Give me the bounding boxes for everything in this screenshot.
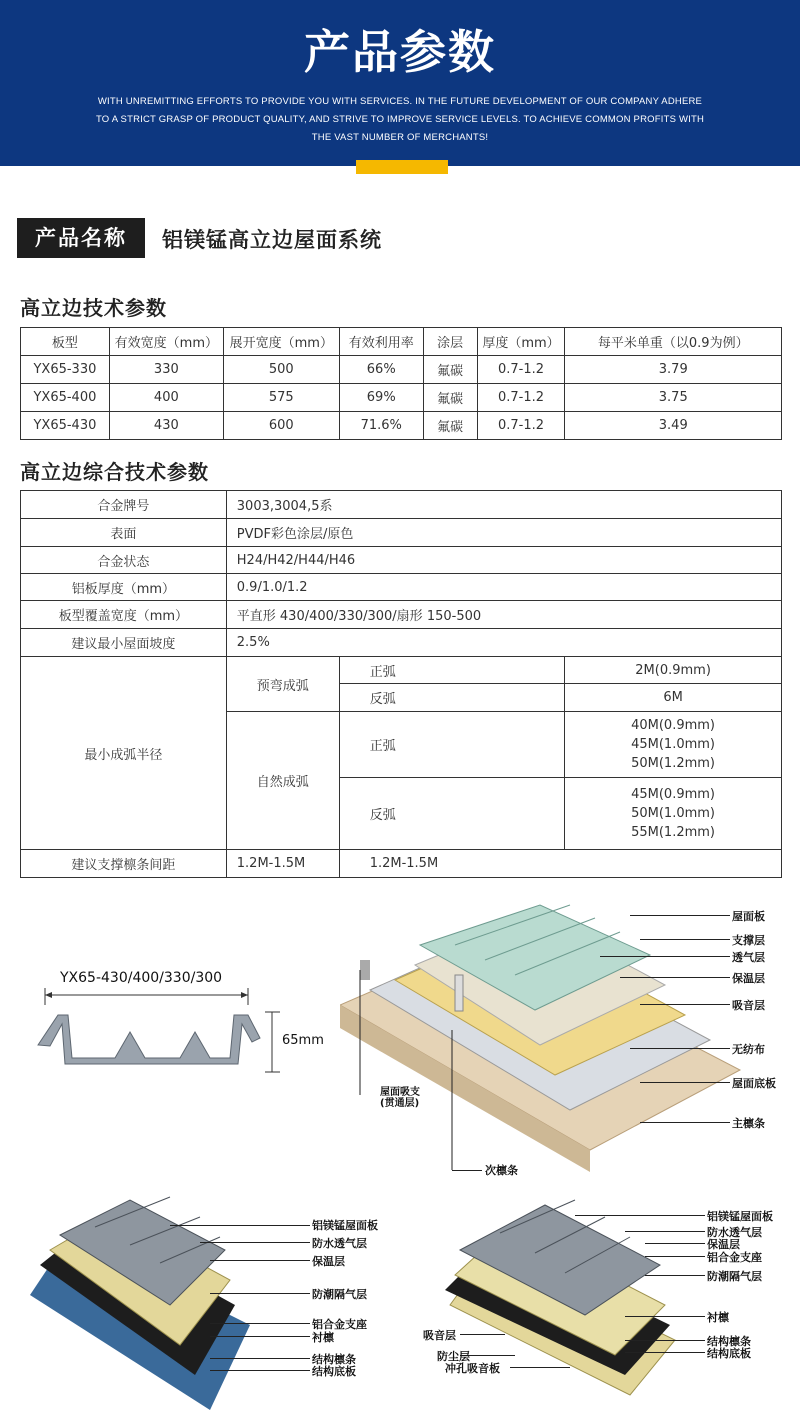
cell: 66% [339, 356, 423, 384]
table-row [21, 629, 782, 657]
combo-table-title: 高立边综合技术参数 [20, 460, 209, 484]
label-secondary-purlin: 次檩条 [485, 1164, 518, 1177]
cell: 氟碳 [423, 356, 477, 384]
label-alu-roof-panel: 铝镁锰屋面板 [312, 1219, 378, 1232]
table-row [21, 491, 782, 519]
cell: 600 [223, 412, 339, 440]
header-cell: 涂层 [423, 328, 477, 356]
label-breathable-layer: 透气层 [732, 951, 765, 964]
label-waterproof-layer: 防水透气层 [312, 1237, 367, 1250]
label-roof-support: 屋面吸支 [380, 1087, 420, 1098]
label-alu-support: 铝合金支座 [312, 1318, 367, 1331]
cell: 表面 [21, 519, 227, 547]
label-r-structural-purlin: 结构檩条 [707, 1335, 751, 1348]
tech-table-title: 高立边技术参数 [20, 296, 167, 320]
header-banner [0, 0, 800, 166]
cell: YX65-330 [21, 356, 110, 384]
banner-title: 产品参数 [304, 25, 496, 79]
cell: 0.7-1.2 [477, 412, 565, 440]
system-drawing [340, 900, 800, 1180]
label-bottom-plate: 屋面底板 [732, 1077, 776, 1090]
label-r-alu-support: 铝合金支座 [707, 1251, 762, 1264]
cell: 反弧 [339, 684, 564, 712]
label-roof-panel: 屋面板 [732, 910, 765, 923]
label-structural-base: 结构底板 [312, 1365, 356, 1378]
cell: 铝板厚度（mm） [21, 574, 227, 601]
label-r-structural-base: 结构底板 [707, 1347, 751, 1360]
table-row [21, 412, 782, 440]
cell: 2.5% [226, 629, 781, 657]
cell: 3003,3004,5系 [226, 491, 781, 519]
header-cell: 板型 [21, 328, 110, 356]
label-sub-purlin: 衬檩 [312, 1331, 334, 1344]
cell: 板型覆盖宽度（mm） [21, 601, 227, 629]
label-main-purlin: 主檩条 [732, 1117, 765, 1130]
label-r-vapor-barrier: 防潮隔气层 [707, 1270, 762, 1283]
banner-subtitle: WITH UNREMITTING EFFORTS TO PROVIDE YOU WITH SERVICES. IN THE FUTURE DEVELOPMENT OF OUR COMPANY ADHERE TO A STRICT GRASP OF PRODUCT QUALITY, AND STRIVE TO IMPROVE SERVICE LEVELS. TO ACHIEVE COMMON PROFITS WITH THE VAST NUMBER OF MERCHANTS! [95, 96, 705, 143]
cell: 6M [565, 684, 782, 712]
cell: 1.2M-1.5M [226, 850, 339, 878]
cell: 3.75 [565, 384, 782, 412]
label-r-dustproof: 防尘层 [437, 1350, 470, 1363]
cell: 0.7-1.2 [477, 384, 565, 412]
cell: 0.9/1.0/1.2 [226, 574, 781, 601]
cell: 正弧 [339, 712, 564, 778]
system-diagram [340, 900, 800, 1180]
cell: 建议最小屋面坡度 [21, 629, 227, 657]
left-buildup-diagram [20, 1195, 400, 1410]
label-insulation-layer: 保温层 [732, 972, 765, 985]
label-r-alu-roof-panel: 铝镁锰屋面板 [707, 1210, 773, 1223]
banner-accent-bar [356, 160, 448, 174]
header-cell: 有效利用率 [339, 328, 423, 356]
profile-model-label: YX65-430/400/330/300 [60, 970, 223, 986]
value-line: 45M(1.0mm) [631, 737, 715, 752]
right-buildup-diagram [415, 1195, 800, 1410]
header-cell: 展开宽度（mm） [223, 328, 339, 356]
profile-drawing [20, 960, 340, 1080]
label-insulation: 保温层 [312, 1255, 345, 1268]
header-cell: 厚度（mm） [477, 328, 565, 356]
cell: YX65-400 [21, 384, 110, 412]
cell: 自然成弧 [226, 712, 339, 850]
value-line: 45M(0.9mm) [631, 787, 715, 802]
table-header-row [21, 328, 782, 356]
table-row [21, 519, 782, 547]
cell: 3.79 [565, 356, 782, 384]
cell: 氟碳 [423, 384, 477, 412]
cell: 500 [223, 356, 339, 384]
cell: 575 [223, 384, 339, 412]
header-cell: 有效宽度（mm） [109, 328, 223, 356]
cell: 69% [339, 384, 423, 412]
combo-params-table [20, 490, 782, 878]
cell: 71.6% [339, 412, 423, 440]
cell: 合金牌号 [21, 491, 227, 519]
table-row [21, 657, 782, 684]
cell: 合金状态 [21, 547, 227, 574]
profile-height-label: 65mm [282, 1033, 324, 1048]
label-r-sound-absorb: 吸音层 [423, 1329, 456, 1342]
label-r-sub-purlin: 衬檩 [707, 1311, 729, 1324]
cell: 0.7-1.2 [477, 356, 565, 384]
table-row [21, 356, 782, 384]
label-structural-purlin: 结构檩条 [312, 1353, 356, 1366]
label-vapor-barrier: 防潮隔气层 [312, 1288, 367, 1301]
cell: 400 [109, 384, 223, 412]
cell [565, 712, 782, 778]
header-cell: 每平米单重（以0.9为例） [565, 328, 782, 356]
table-row [21, 850, 782, 878]
cell: YX65-430 [21, 412, 110, 440]
value-line: 40M(0.9mm) [631, 718, 715, 733]
cell: 330 [109, 356, 223, 384]
product-name-value: 铝镁锰高立边屋面系统 [162, 228, 382, 252]
cell: 平直形 430/400/330/300/扇形 150-500 [226, 601, 781, 629]
label-nonwoven: 无纺布 [732, 1043, 765, 1056]
product-name-label: 产品名称 [17, 218, 145, 258]
cell: 3.49 [565, 412, 782, 440]
cell: 430 [109, 412, 223, 440]
label-r-perforated-panel: 冲孔吸音板 [445, 1362, 500, 1375]
label-support-layer: 支撑层 [732, 934, 765, 947]
cell: H24/H42/H44/H46 [226, 547, 781, 574]
profile-diagram [20, 960, 340, 1080]
value-line: 50M(1.2mm) [631, 756, 715, 771]
value-line: 55M(1.2mm) [631, 825, 715, 840]
cell: 正弧 [339, 657, 564, 684]
label-r-waterproof-layer: 防水透气层 [707, 1226, 762, 1239]
label-sound-absorb-layer: 吸音层 [732, 999, 765, 1012]
cell: 氟碳 [423, 412, 477, 440]
value-line: 50M(1.0mm) [631, 806, 715, 821]
cell: 建议支撑檩条间距 [21, 850, 227, 878]
table-row [21, 574, 782, 601]
cell: 1.2M-1.5M [339, 850, 781, 878]
tech-params-table [20, 327, 782, 440]
table-row [21, 384, 782, 412]
cell: 2M(0.9mm) [565, 657, 782, 684]
cell: PVDF彩色涂层/原色 [226, 519, 781, 547]
table-row [21, 601, 782, 629]
label-through-layer: (贯通层) [380, 1098, 420, 1109]
cell: 反弧 [339, 778, 564, 850]
cell [565, 778, 782, 850]
cell: 预弯成弧 [226, 657, 339, 712]
label-r-insulation: 保温层 [707, 1238, 740, 1251]
table-row [21, 547, 782, 574]
cell: 最小成弧半径 [21, 657, 227, 850]
